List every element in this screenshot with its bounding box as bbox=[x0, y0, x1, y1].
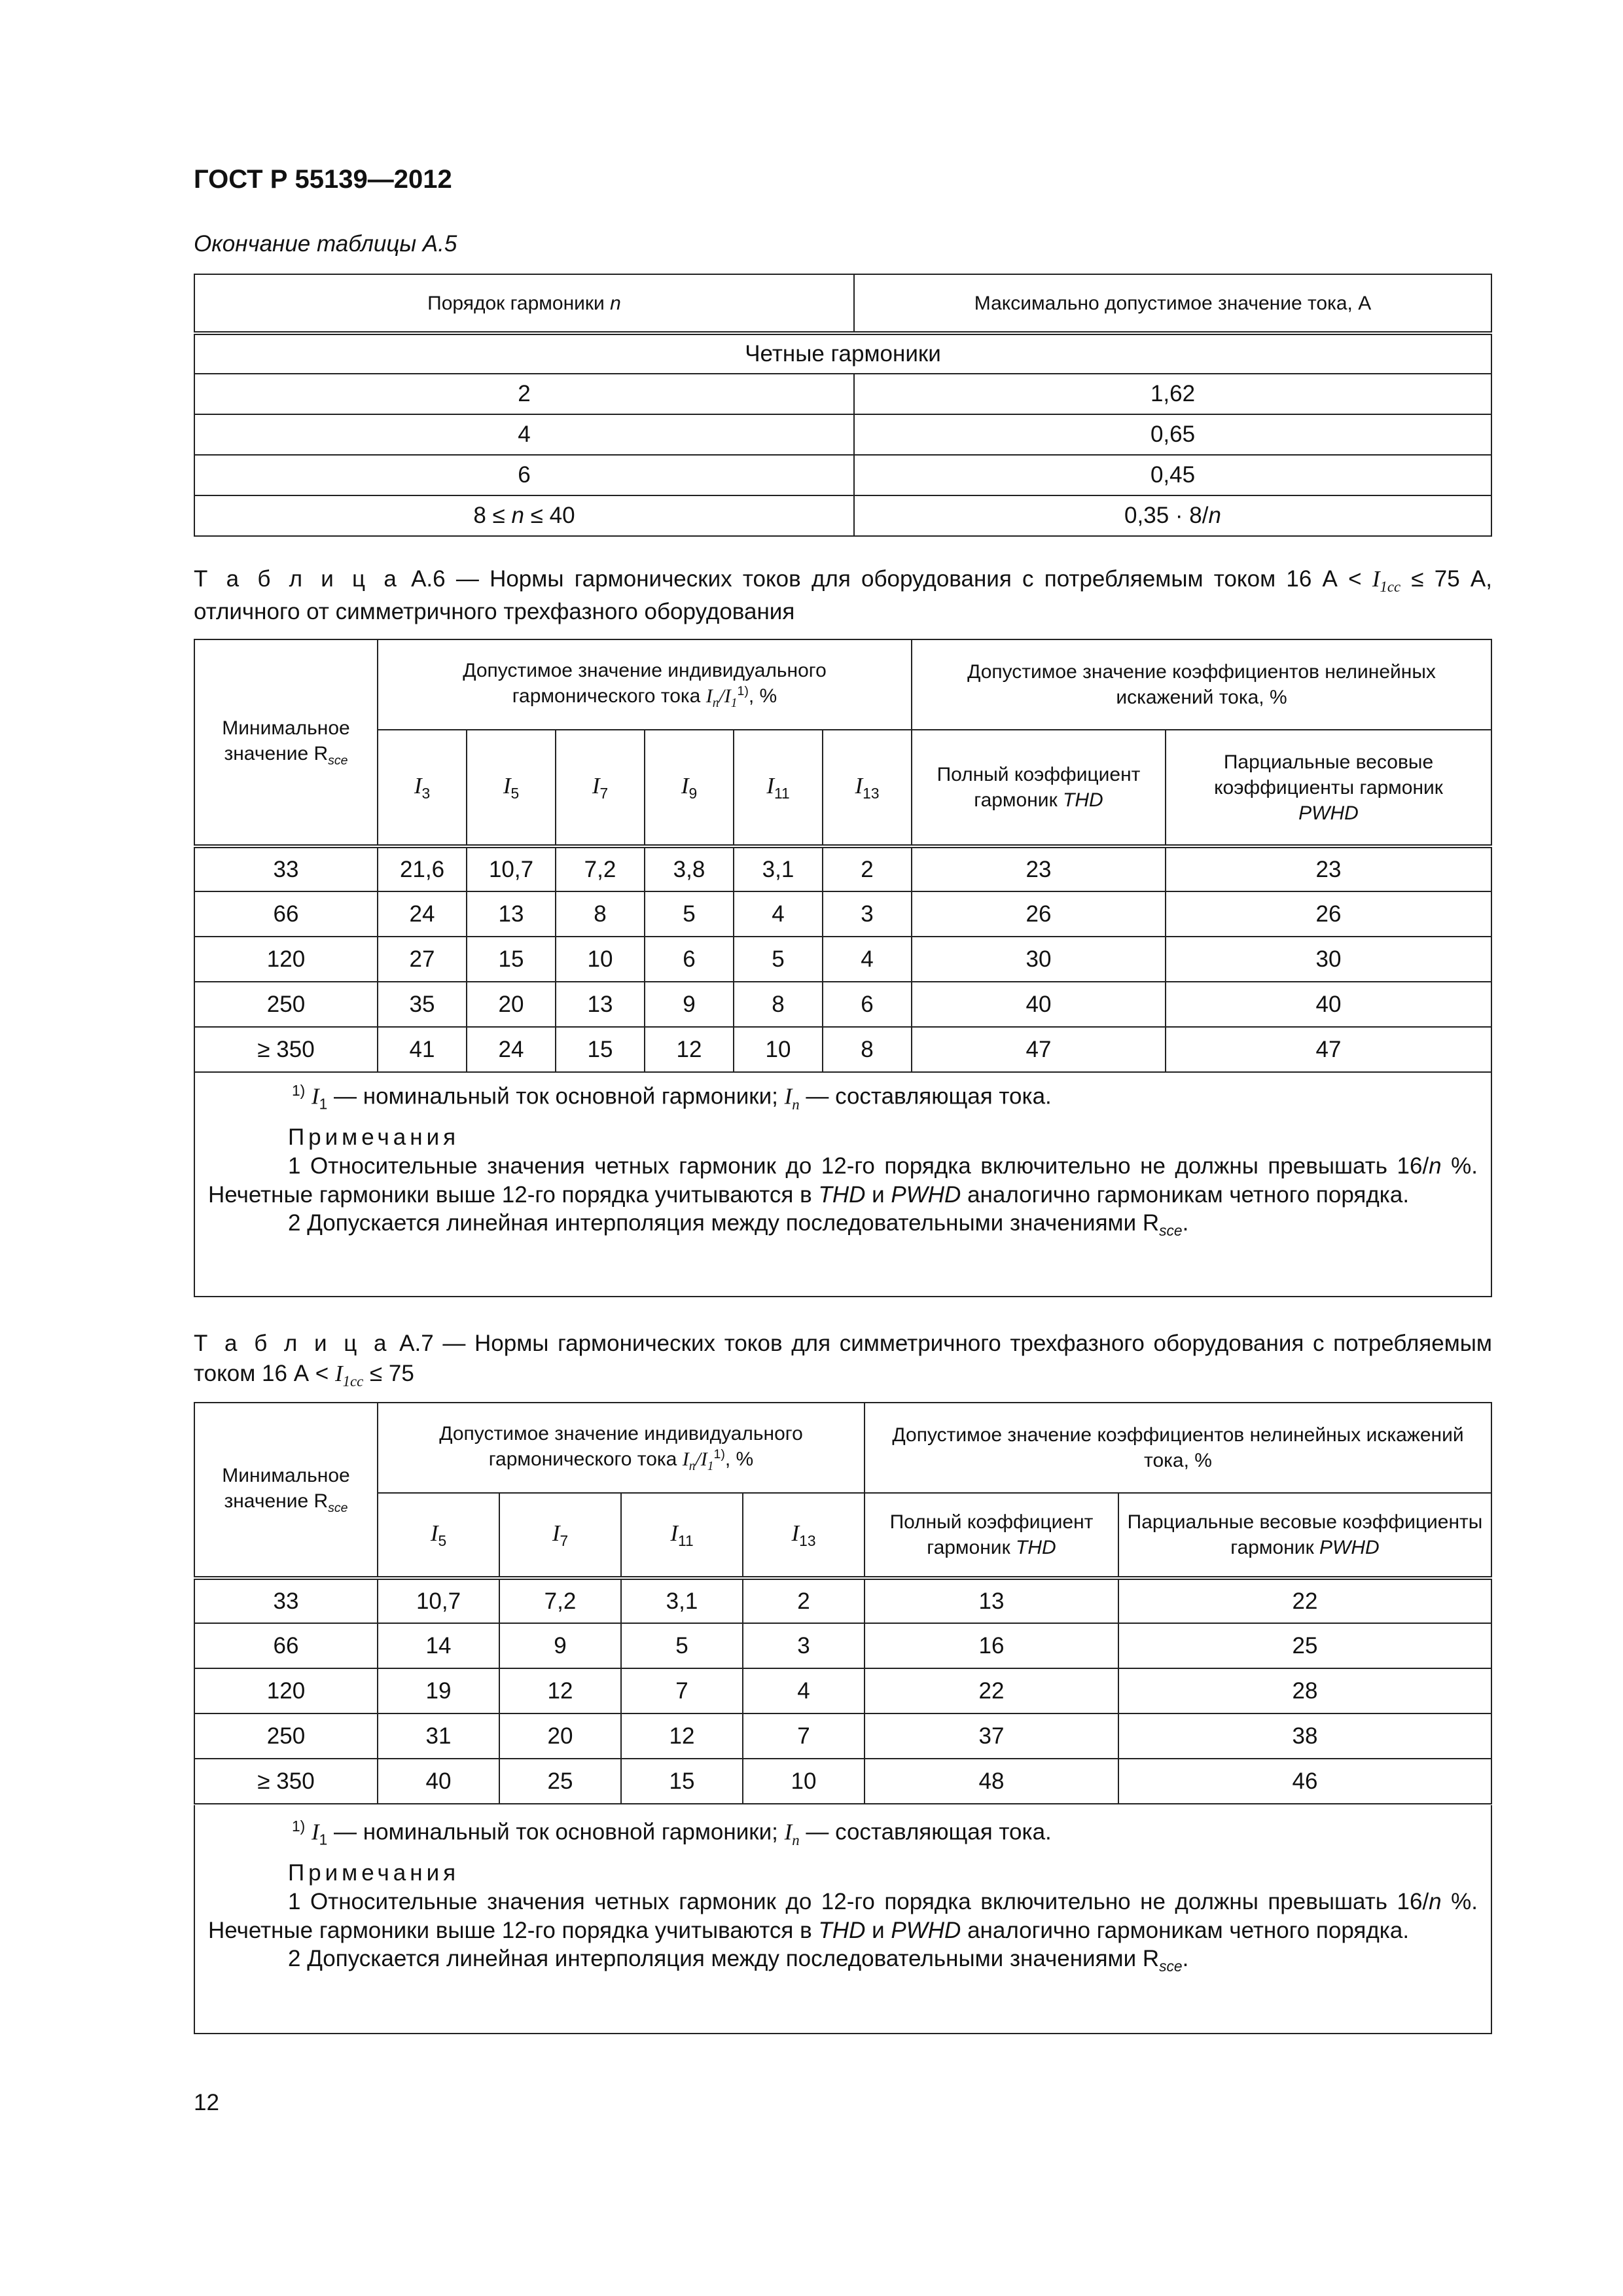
table-cell: 21,6 bbox=[378, 846, 467, 891]
table-cell: 12 bbox=[499, 1668, 621, 1713]
table-cell: 8 bbox=[734, 982, 823, 1027]
t5-cell: 0,65 bbox=[854, 414, 1491, 455]
table-cell: 15 bbox=[467, 937, 556, 982]
table-row bbox=[194, 1759, 1491, 1804]
table-a6-notes bbox=[194, 1069, 1492, 1297]
table-cell: 16 bbox=[865, 1623, 1118, 1668]
table-cell: 10 bbox=[734, 1027, 823, 1072]
t5-cell: 0,45 bbox=[854, 455, 1491, 495]
table-cell: 120 bbox=[194, 937, 378, 982]
table-cell: 7,2 bbox=[499, 1578, 621, 1623]
table-cell: 24 bbox=[378, 891, 467, 937]
table-cell: 8 bbox=[823, 1027, 912, 1072]
document-header: ГОСТ Р 55139—2012 bbox=[194, 165, 452, 194]
table-a5 bbox=[194, 274, 1492, 537]
table-cell: 10,7 bbox=[467, 846, 556, 891]
table-cell: 30 bbox=[1166, 937, 1491, 982]
table-a7-notes bbox=[194, 1805, 1492, 2034]
t7-note-2: 2 Допускается линейная интерполяция между последовательными значениями $R_{sce}$. bbox=[288, 1946, 1189, 1975]
t6-note-1: 1 Относительные значения четных гармоник до 12-го порядка включительно не должны превышать 16/n %. Нечетные гармоники выше 12-го порядка учитываются в THD и PWHD аналогично гармоникам четного порядка. bbox=[208, 1153, 1478, 1208]
table-row bbox=[194, 495, 1491, 536]
t5-cell: 8 ≤ n ≤ 40 bbox=[194, 495, 854, 536]
table-cell: 250 bbox=[194, 1713, 378, 1759]
table-cell: 26 bbox=[1166, 891, 1491, 937]
table-cell: 47 bbox=[912, 1027, 1166, 1072]
table-a7-title: Т а б л и ц а А.7 — Нормы гармонических токов для симметричного трехфазного оборудования с потребляемым током 16 $А < I_{1cc} \le 75$ bbox=[194, 1331, 1492, 1390]
table-cell: 4 bbox=[734, 891, 823, 937]
t6-col-harmonic: $I_{11}$ bbox=[734, 730, 823, 846]
t7-footnote: $^{1)}$ $I_1$ — номинальный ток основной гармоники; $I_n$ — составляющая тока. bbox=[292, 1818, 1052, 1848]
table-cell: 19 bbox=[378, 1668, 499, 1713]
t7-col-harmonic: $I_5$ bbox=[378, 1493, 499, 1578]
t6-col-thd: Полный коэффициент гармоник THD bbox=[912, 730, 1166, 846]
t5-cell: 2 bbox=[194, 374, 854, 414]
table-cell: 24 bbox=[467, 1027, 556, 1072]
t7-col-min-rsce: Минимальное значение $R_{sce}$ bbox=[194, 1403, 378, 1578]
table-cell: 12 bbox=[621, 1713, 743, 1759]
t5-section-even: Четные гармоники bbox=[194, 333, 1491, 374]
page-number: 12 bbox=[194, 2090, 219, 2115]
t5-cell: 6 bbox=[194, 455, 854, 495]
table-cell: 37 bbox=[865, 1713, 1118, 1759]
table-row bbox=[194, 455, 1491, 495]
table-row bbox=[194, 891, 1491, 937]
table-cell: 25 bbox=[499, 1759, 621, 1804]
table-cell: 7 bbox=[621, 1668, 743, 1713]
t6-note-2: 2 Допускается линейная интерполяция между последовательными значениями $R_{sce}$. bbox=[288, 1210, 1189, 1240]
table-cell: 38 bbox=[1118, 1713, 1491, 1759]
table-a5-continuation-caption: Окончание таблицы А.5 bbox=[194, 231, 457, 257]
table-cell: 2 bbox=[823, 846, 912, 891]
table-row bbox=[194, 374, 1491, 414]
table-cell: 13 bbox=[467, 891, 556, 937]
table-cell: ≥ 350 bbox=[194, 1027, 378, 1072]
table-row bbox=[194, 1668, 1491, 1713]
table-row bbox=[194, 1713, 1491, 1759]
t5-cell: 0,35 · 8/n bbox=[854, 495, 1491, 536]
table-cell: 13 bbox=[865, 1578, 1118, 1623]
table-cell: 40 bbox=[378, 1759, 499, 1804]
table-cell: 6 bbox=[823, 982, 912, 1027]
table-cell: 14 bbox=[378, 1623, 499, 1668]
t6-group-individual: Допустимое значение индивидуального гармонического тока $I_n/I_1^{1)}$, % bbox=[378, 639, 912, 730]
t6-col-harmonic: $I_{13}$ bbox=[823, 730, 912, 846]
table-cell: 66 bbox=[194, 1623, 378, 1668]
t7-group-individual: Допустимое значение индивидуального гармонического тока $I_n/I_1^{1)}$, % bbox=[378, 1403, 865, 1493]
table-cell: 33 bbox=[194, 1578, 378, 1623]
t6-group-distortion: Допустимое значение коэффициентов нелинейных искажений тока, % bbox=[912, 639, 1491, 730]
table-cell: ≥ 350 bbox=[194, 1759, 378, 1804]
table-cell: 250 bbox=[194, 982, 378, 1027]
t7-col-harmonic: $I_{11}$ bbox=[621, 1493, 743, 1578]
table-cell: 9 bbox=[645, 982, 734, 1027]
table-cell: 5 bbox=[621, 1623, 743, 1668]
table-cell: 4 bbox=[823, 937, 912, 982]
table-cell: 9 bbox=[499, 1623, 621, 1668]
table-row bbox=[194, 846, 1491, 891]
table-cell: 20 bbox=[467, 982, 556, 1027]
table-cell: 22 bbox=[1118, 1578, 1491, 1623]
t7-group-distortion: Допустимое значение коэффициентов нелинейных искажений тока, % bbox=[865, 1403, 1491, 1493]
t5-cell: 4 bbox=[194, 414, 854, 455]
table-cell: 48 bbox=[865, 1759, 1118, 1804]
table-cell: 30 bbox=[912, 937, 1166, 982]
table-cell: 40 bbox=[1166, 982, 1491, 1027]
table-cell: 120 bbox=[194, 1668, 378, 1713]
t7-notes-heading: Примечания bbox=[288, 1860, 460, 1886]
t7-col-harmonic: $I_{13}$ bbox=[743, 1493, 865, 1578]
t6-col-harmonic: $I_9$ bbox=[645, 730, 734, 846]
table-cell: 6 bbox=[645, 937, 734, 982]
table-cell: 15 bbox=[621, 1759, 743, 1804]
table-cell: 47 bbox=[1166, 1027, 1491, 1072]
table-cell: 35 bbox=[378, 982, 467, 1027]
table-cell: 12 bbox=[645, 1027, 734, 1072]
table-cell: 27 bbox=[378, 937, 467, 982]
table-a6-title: Т а б л и ц а А.6 — Нормы гармонических токов для оборудования с потребляемым током 16 $А < I_{1cc} \le 75$ А, отличного от симметричного трехфазного оборудования bbox=[194, 566, 1492, 624]
table-cell: 66 bbox=[194, 891, 378, 937]
table-cell: 33 bbox=[194, 846, 378, 891]
table-cell: 5 bbox=[645, 891, 734, 937]
table-cell: 3,1 bbox=[621, 1578, 743, 1623]
t5-col-order: Порядок гармоники n bbox=[194, 274, 854, 333]
table-row bbox=[194, 1578, 1491, 1623]
t7-note-1: 1 Относительные значения четных гармоник до 12-го порядка включительно не должны превышать 16/n %. Нечетные гармоники выше 12-го порядка учитываются в THD и PWHD аналогично гармоникам четного порядка. bbox=[208, 1888, 1478, 1943]
table-cell: 3,1 bbox=[734, 846, 823, 891]
t6-notes-heading: Примечания bbox=[288, 1124, 460, 1151]
table-cell: 3 bbox=[823, 891, 912, 937]
t7-col-thd: Полный коэффициент гармоник THD bbox=[865, 1493, 1118, 1578]
table-cell: 22 bbox=[865, 1668, 1118, 1713]
table-cell: 7 bbox=[743, 1713, 865, 1759]
table-cell: 3 bbox=[743, 1623, 865, 1668]
table-cell: 41 bbox=[378, 1027, 467, 1072]
t6-col-pwhd: Парциальные весовые коэффициенты гармоник PWHD bbox=[1166, 730, 1491, 846]
t7-col-pwhd: Парциальные весовые коэффициенты гармоник PWHD bbox=[1118, 1493, 1491, 1578]
table-cell: 28 bbox=[1118, 1668, 1491, 1713]
table-cell: 7,2 bbox=[556, 846, 645, 891]
table-cell: 5 bbox=[734, 937, 823, 982]
table-row bbox=[194, 414, 1491, 455]
table-cell: 8 bbox=[556, 891, 645, 937]
table-cell: 25 bbox=[1118, 1623, 1491, 1668]
table-row bbox=[194, 982, 1491, 1027]
t6-col-harmonic: $I_5$ bbox=[467, 730, 556, 846]
t6-footnote: $^{1)}$ $I_1$ — номинальный ток основной гармоники; $I_n$ — составляющая тока. bbox=[292, 1082, 1052, 1113]
t6-col-harmonic: $I_7$ bbox=[556, 730, 645, 846]
t5-cell: 1,62 bbox=[854, 374, 1491, 414]
table-cell: 10,7 bbox=[378, 1578, 499, 1623]
t6-col-min-rsce: Минимальное значение $R_{sce}$ bbox=[194, 639, 378, 846]
table-cell: 20 bbox=[499, 1713, 621, 1759]
table-cell: 46 bbox=[1118, 1759, 1491, 1804]
table-row bbox=[194, 1623, 1491, 1668]
table-cell: 10 bbox=[743, 1759, 865, 1804]
table-a6 bbox=[194, 639, 1492, 1073]
table-cell: 40 bbox=[912, 982, 1166, 1027]
table-row bbox=[194, 937, 1491, 982]
t5-col-max-current: Максимально допустимое значение тока, А bbox=[854, 274, 1491, 333]
table-cell: 3,8 bbox=[645, 846, 734, 891]
table-cell: 26 bbox=[912, 891, 1166, 937]
table-cell: 23 bbox=[912, 846, 1166, 891]
table-cell: 10 bbox=[556, 937, 645, 982]
table-row bbox=[194, 1027, 1491, 1072]
table-cell: 13 bbox=[556, 982, 645, 1027]
table-cell: 31 bbox=[378, 1713, 499, 1759]
t6-col-harmonic: $I_3$ bbox=[378, 730, 467, 846]
table-cell: 4 bbox=[743, 1668, 865, 1713]
table-cell: 2 bbox=[743, 1578, 865, 1623]
table-a7 bbox=[194, 1402, 1492, 1804]
table-cell: 23 bbox=[1166, 846, 1491, 891]
t7-col-harmonic: $I_7$ bbox=[499, 1493, 621, 1578]
table-cell: 15 bbox=[556, 1027, 645, 1072]
